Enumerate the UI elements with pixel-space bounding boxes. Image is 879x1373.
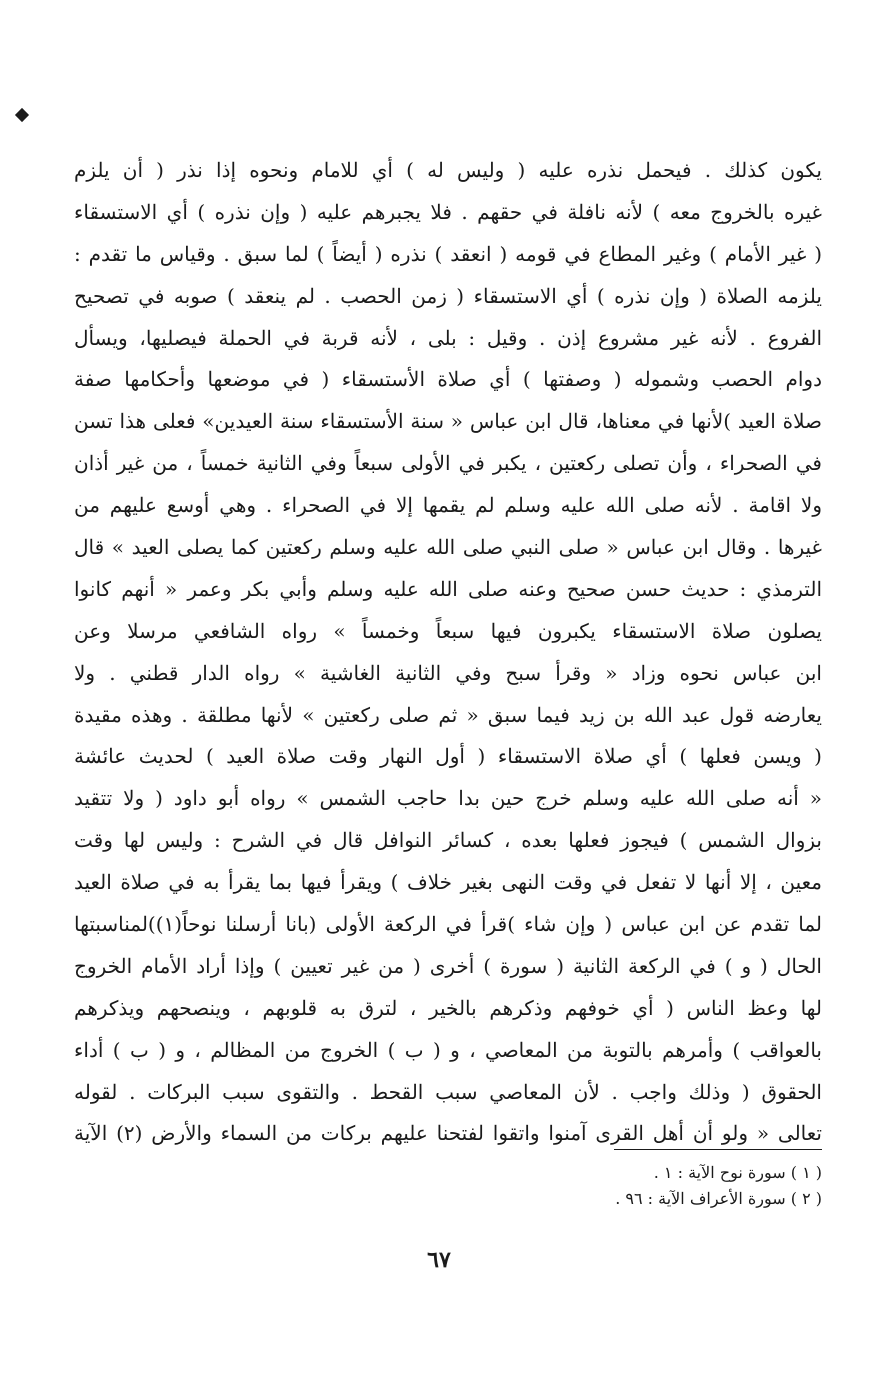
text-line: لها وعظ الناس ( أي خوفهم وذكرهم بالخير ، لترق به قلوبهم ، وينصحهم ويذكرهم — [74, 995, 822, 1020]
text-line: الحال ( و ) في الركعة الثانية ( سورة ) أخرى ( من غير تعيين ) وإذا أراد الأمام الخروج — [74, 953, 822, 978]
text-line: يعارضه قول عبد الله بن زيد فيما سبق « ثم صلى ركعتين » لأنها مطلقة . وهذه مقيدة — [74, 702, 822, 727]
text-line: تعالى « ولو أن أهل القرى آمنوا واتقوا لفتحنا عليهم بركات من السماء والأرض (٢) الآية — [74, 1121, 822, 1146]
main-text-block — [74, 150, 822, 1155]
text-line: في الصحراء ، وأن تصلى ركعتين ، يكبر في الأولى سبعاً وفي الثانية خمساً ، من غير أذان — [74, 451, 822, 476]
footnote-separator-rule — [614, 1149, 822, 1150]
text-line: معين ، إلا أنها لا تفعل في وقت النهى بغير خلاف ) ويقرأ فيها بما يقرأ به في صلاة العيد — [74, 870, 822, 895]
text-line: غيرها . وقال ابن عباس « صلى النبي صلى الله عليه وسلم ركعتين كما يصلى العيد » قال — [74, 535, 822, 560]
text-line: يلزمه الصلاة ( وإن نذره ) أي الاستسقاء ( زمن الحصب . لم ينعقد ) صوبه في تصحيح — [74, 283, 822, 308]
text-line: ابن عباس نحوه وزاد « وقرأ سبح وفي الثانية الغاشية » رواه الدار قطني . ولا — [74, 660, 822, 685]
text-line: دوام الحصب وشموله ( وصفتها ) أي صلاة الأستسقاء ( في موضعها وأحكامها صفة — [74, 367, 822, 392]
text-line: « أنه صلى الله عليه وسلم خرج حين بدا حاجب الشمس » رواه أبو داود ( ولا تتقيد — [74, 786, 822, 811]
text-line: بزوال الشمس ) فيجوز فعلها بعده ، كسائر النوافل قال في الشرح : وليس لها وقت — [74, 828, 822, 853]
text-line: الفروع . لأنه غير مشروع إذن . وقيل : بلى ، لأنه قربة في الحملة فيصليها، ويسأل — [74, 325, 822, 350]
text-line: بالعواقب ) وأمرهم بالتوبة من المعاصي ، و ( ب ) الخروج من المظالم ، و ( ب ) أداء — [74, 1037, 822, 1062]
text-line: ( ويسن فعلها ) أي صلاة الاستسقاء ( أول النهار وقت صلاة العيد ) لحديث عائشة — [74, 744, 822, 769]
text-line: ( غير الأمام ) وغير المطاع في قومه ( انعقد ) نذره ( أيضاً ) لما سبق . وقياس ما تقدم : — [74, 241, 822, 266]
text-line: الحقوق ( وذلك واجب . لأن المعاصي سبب القحط . والتقوى سبب البركات . لقوله — [74, 1079, 822, 1104]
footnote: ( ١ ) سورة نوح الآية : ١ . — [653, 1163, 822, 1182]
footnote: ( ٢ ) سورة الأعراف الآية : ٩٦ . — [615, 1189, 822, 1208]
text-line: يكون كذلك . فيحمل نذره عليه ( وليس له ) أي للامام ونحوه إذا نذر ( أن يلزم — [74, 158, 822, 182]
text-line: صلاة العيد )لأنها في معناها، قال ابن عباس « سنة الأستسقاء سنة العيدين» فعلى هذا تسن — [74, 409, 822, 434]
text-line: ولا اقامة . لأنه صلى الله عليه وسلم لم يقمها إلا في الصحراء . وهي أوسع عليهم من — [74, 493, 822, 518]
text-line: لما تقدم عن ابن عباس ( وإن شاء )قرأ في الركعة الأولى (بانا أرسلنا نوحاً(١))لمناسبتها — [74, 912, 822, 937]
margin-bullet-mark — [15, 108, 29, 122]
page-number: ٦٧ — [427, 1247, 451, 1273]
text-line: الترمذي : حديث حسن صحيح وعنه صلى الله عليه وسلم وأبي بكر وعمر « أنهم كانوا — [74, 576, 822, 601]
text-line: غيره بالخروج معه ) لأنه نافلة في حقهم . فلا يجبرهم عليه ( وإن نذره ) أي الاستسقاء — [74, 199, 822, 224]
footnotes-block — [500, 1160, 822, 1212]
text-line: يصلون صلاة الاستسقاء يكبرون فيها سبعاً وخمساً » رواه الشافعي مرسلا وعن — [74, 618, 822, 643]
